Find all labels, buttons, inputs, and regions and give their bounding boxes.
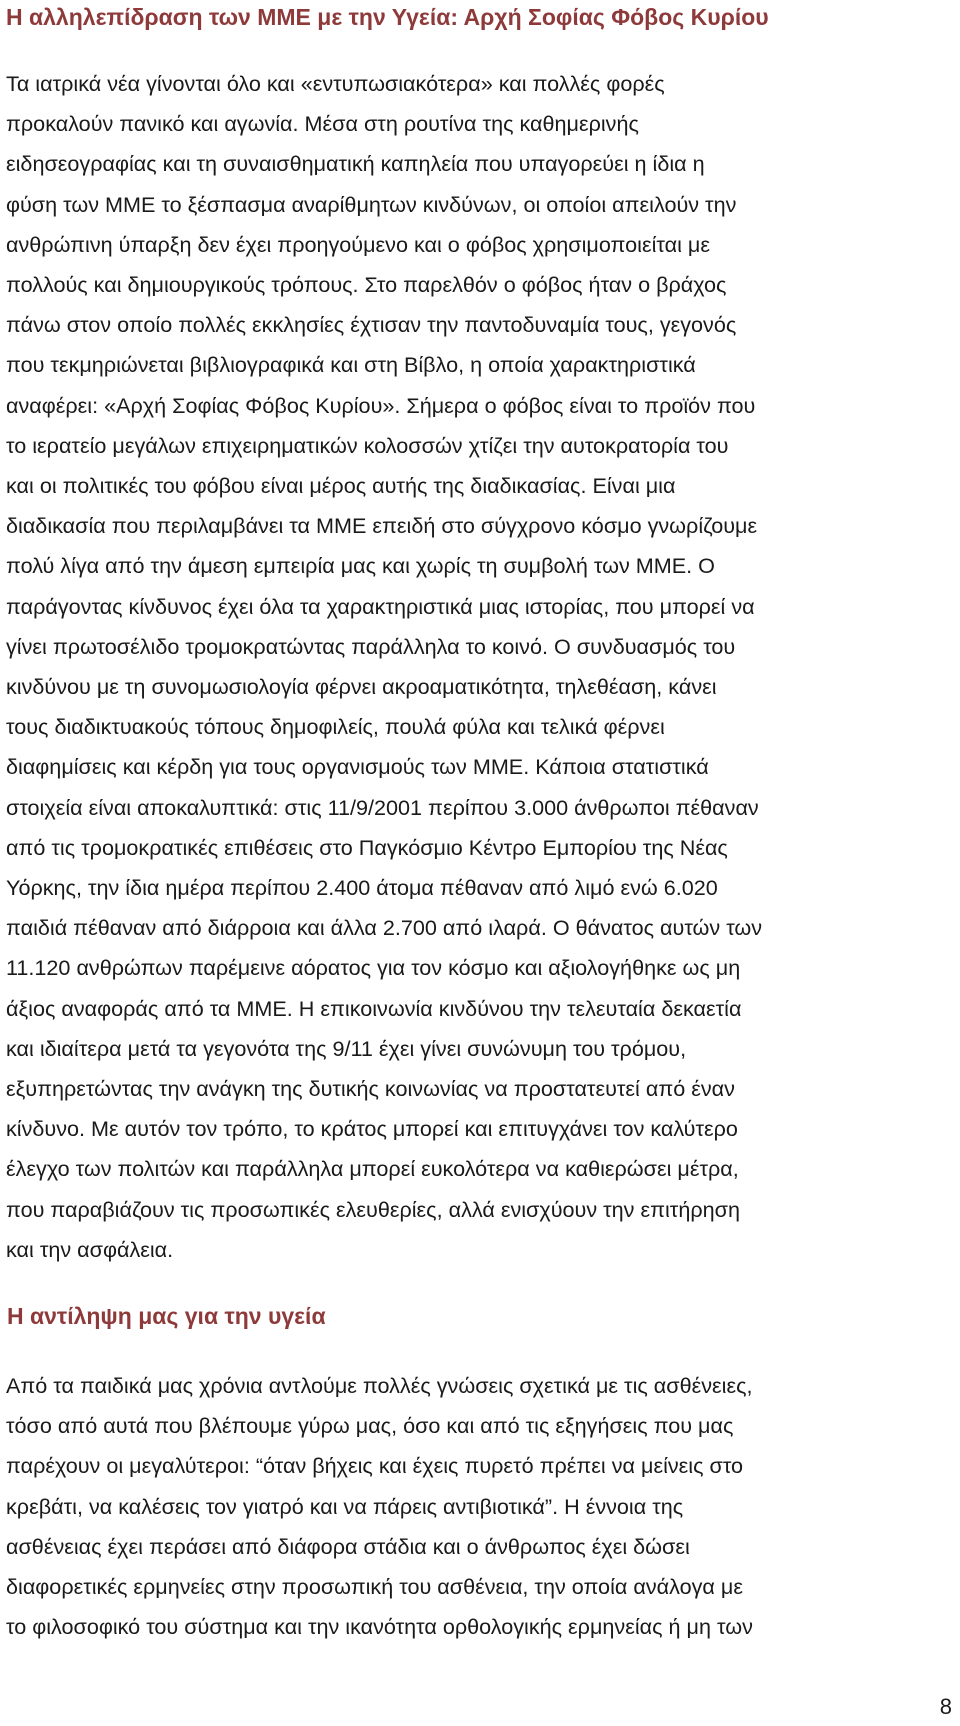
paragraph-health-perception: Από τα παιδικά μας χρόνια αντλούμε πολλές γνώσεις σχετικά με τις ασθένειες, τόσο από αυτά που βλέπουμε γύρω μας, όσο και από τις εξηγήσεις που μας παρέχουν οι μεγαλύτεροι: “όταν βήχεις και έχεις πυρετό πρέπει να μείνεις στο κρεβάτι, να καλέσεις τον γιατρό και να πάρεις αντιβιοτικά”. Η έννοια της ασθένειας έχει περάσει από διάφορα στάδια και ο άνθρωπος έχει δώσει διαφορετικές ερμηνείες στην προσωπική του ασθένεια, την οποία ανάλογα με το φιλοσοφικό του σύστημα και την ικανότητα ορθολογικής ερμηνείας ή μη των [6, 1373, 753, 1640]
page-number: 8 [939, 1694, 952, 1719]
section-title-health-perception: Η αντίληψη μας για την υγεία [7, 1303, 326, 1329]
paragraph-media-health: Τα ιατρικά νέα γίνονται όλο και «εντυπωσιακότερα» και πολλές φορές προκαλούν πανικό και αγωνία. Μέσα στη ρουτίνα της καθημερινής ειδησεογραφίας και τη συναισθηματική καπηλεία που υπαγορεύει η ίδια η φύση των ΜΜΕ το ξέσπασμα αναρίθμητων κινδύνων, οι οποίοι απειλούν την ανθρώπινη ύπαρξη δεν έχει προηγούμενο και ο φόβος χρησιμοποιείται με πολλούς και δημιουργικούς τρόπους. Στο παρελθόν ο φόβος ήταν ο βράχος πάνω στον οποίο πολλές εκκλησίες έχτισαν την παντοδυναμία τους, γεγονός που τεκμηριώνεται βιβλιογραφικά και στη Βίβλο, η οποία χαρακτηριστικά αναφέρει: «Αρχή Σοφίας Φόβος Κυρίου». Σήμερα ο φόβος είναι το προϊόν που το ιερατείο μεγάλων επιχειρηματικών κολοσσών χτίζει την αυτοκρατορία του και οι πολιτικές του φόβου είναι μέρος αυτής της διαδικασίας. Είναι μια διαδικασία που περιλαμβάνει τα ΜΜΕ επειδή στο σύγχρονο κόσμο γνωρίζουμε πολύ λίγα από την άμεση εμπειρία μας και χωρίς τη συμβολή των ΜΜΕ. Ο παράγοντας κίνδυνος έχει όλα τα χαρακτηριστικά μιας ιστορίας, που μπορεί να γίνει πρωτοσέλιδο τρομοκρατώντας παράλληλα το κοινό. Ο συνδυασμός του κινδύνου με τη συνομωσιολογία φέρνει ακροαματικότητα, τηλεθέαση, κάνει τους διαδικτυακούς τόπους δημοφιλείς, πουλά φύλα και τελικά φέρνει διαφημίσεις και κέρδη για τους οργανισμούς των ΜΜΕ. Κάποια στατιστικά στοιχεία είναι αποκαλυπτικά: στις 11/9/2001 περίπου 3.000 άνθρωποι πέθαναν από τις τρομοκρατικές επιθέσεις στο Παγκόσμιο Κέντρο Εμπορίου της Νέας Υόρκης, την ίδια ημέρα περίπου 2.400 άτομα πέθαναν από λιμό ενώ 6.020 παιδιά πέθαναν από διάρροια και άλλα 2.700 από ιλαρά. Ο θάνατος αυτών των 11.120 ανθρώπων παρέμεινε αόρατος για τον κόσμο και αξιολογήθηκε ως μη άξιος αναφοράς από τα ΜΜΕ. Η επικοινωνία κινδύνου την τελευταία δεκαετία και ιδιαίτερα μετά τα γεγονότα της 9/11 έχει γίνει συνώνυμη του τρόμου, εξυπηρετώντας την ανάγκη της δυτικής κοινωνίας να προστατευτεί από έναν κίνδυνο. Με αυτόν τον τρόπο, το κράτος μπορεί και επιτυγχάνει τον καλύτερο έλεγχο των πολιτών και παράλληλα μπορεί ευκολότερα να καθιερώσει μέτρα, που παραβιάζουν τις προσωπικές ελευθερίες, αλλά ενισχύουν την επιτήρηση και την ασφάλεια. [6, 71, 763, 1262]
section-title-media-health: Η αλληλεπίδραση των ΜΜΕ με την Υγεία: Αρχή Σοφίας Φόβος Κυρίου [6, 4, 769, 30]
